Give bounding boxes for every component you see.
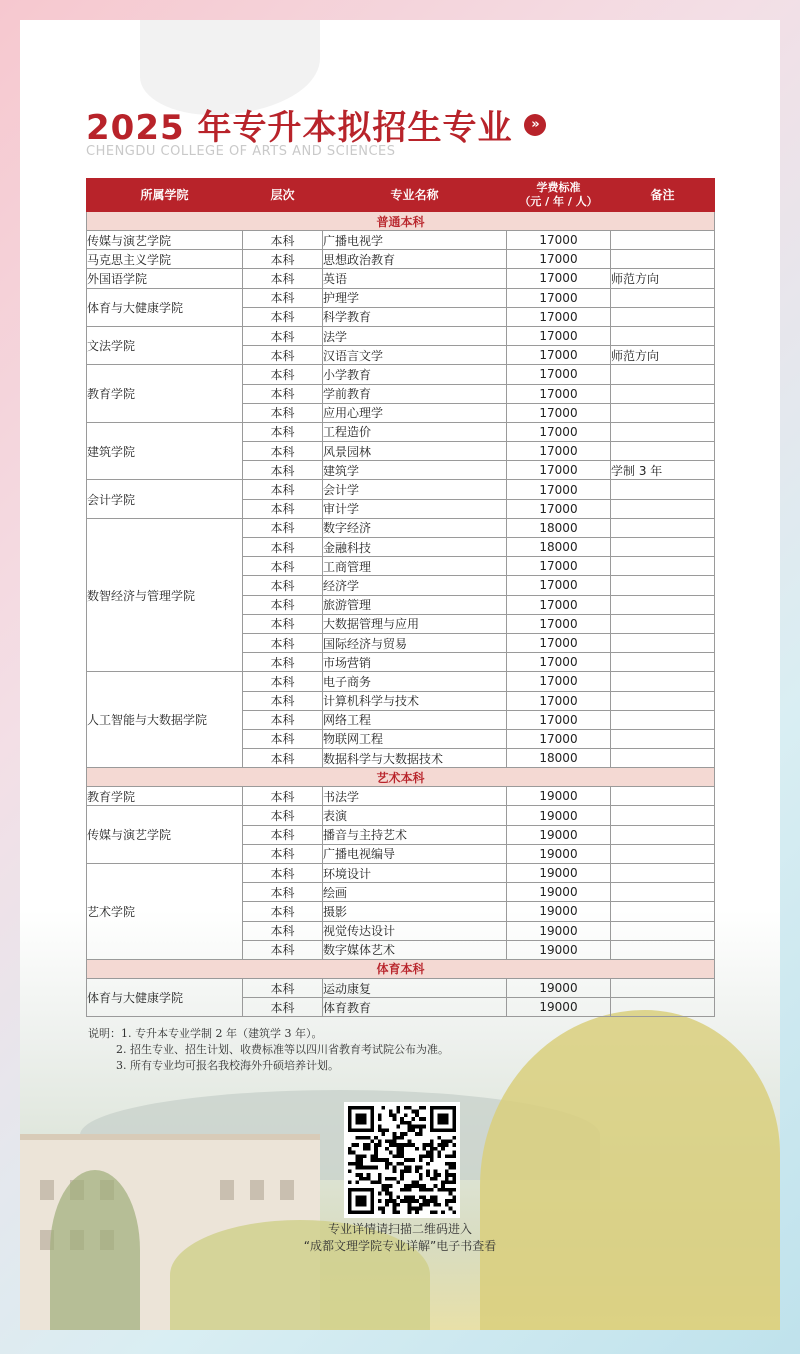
table-body [87,212,715,1017]
major-cell: 表演 [323,806,507,825]
major-cell: 物联网工程 [323,729,507,748]
college-cell: 传媒与演艺学院 [87,806,243,864]
section-row [87,959,715,978]
college-cell: 体育与大健康学院 [87,288,243,326]
table-row [87,269,715,288]
level-cell: 本科 [243,978,323,997]
note-item: 1. 专升本专业学制 2 年（建筑学 3 年）。 [121,1027,323,1040]
level-cell: 本科 [243,787,323,806]
major-cell: 工商管理 [323,557,507,576]
level-cell: 本科 [243,307,323,326]
fee-cell: 17000 [507,614,611,633]
note-cell [611,231,715,250]
table-row [87,422,715,441]
level-cell: 本科 [243,480,323,499]
level-cell: 本科 [243,250,323,269]
table-row [87,518,715,537]
table-row [87,365,715,384]
note-cell [611,710,715,729]
major-cell: 科学教育 [323,307,507,326]
college-cell: 会计学院 [87,480,243,518]
level-cell: 本科 [243,921,323,940]
level-cell: 本科 [243,653,323,672]
major-cell: 播音与主持艺术 [323,825,507,844]
note-cell [611,998,715,1017]
fee-cell: 17000 [507,557,611,576]
ginkgo-tree-shape [480,1010,780,1330]
note-line: 3. 所有专业均可报名我校海外升硕培养计划。 [116,1059,339,1072]
level-cell: 本科 [243,806,323,825]
fee-cell: 17000 [507,653,611,672]
major-cell: 会计学 [323,480,507,499]
table-row [87,288,715,307]
major-cell: 数据科学与大数据技术 [323,749,507,768]
level-cell: 本科 [243,595,323,614]
fee-cell: 19000 [507,921,611,940]
note-cell [611,729,715,748]
note-cell [611,365,715,384]
fee-cell: 17000 [507,691,611,710]
major-cell: 建筑学 [323,461,507,480]
level-cell: 本科 [243,691,323,710]
note-cell [611,595,715,614]
major-cell: 运动康复 [323,978,507,997]
fee-cell: 17000 [507,499,611,518]
major-cell: 体育教育 [323,998,507,1017]
major-cell: 护理学 [323,288,507,307]
major-cell: 视觉传达设计 [323,921,507,940]
major-cell: 网络工程 [323,710,507,729]
fee-cell: 17000 [507,403,611,422]
level-cell: 本科 [243,998,323,1017]
major-cell: 大数据管理与应用 [323,614,507,633]
note-cell [611,978,715,997]
title-row [86,100,546,149]
major-cell: 应用心理学 [323,403,507,422]
table-row [87,480,715,499]
fee-cell: 17000 [507,672,611,691]
level-cell: 本科 [243,403,323,422]
major-cell: 汉语言文学 [323,346,507,365]
qr-code-graphic [348,1106,456,1214]
fee-cell: 17000 [507,461,611,480]
level-cell: 本科 [243,614,323,633]
note-cell [611,940,715,959]
fee-cell: 17000 [507,480,611,499]
note-cell [611,825,715,844]
section-title: 体育本科 [87,959,715,978]
college-english-name: CHENGDU COLLEGE OF ARTS AND SCIENCES [86,144,396,159]
level-cell: 本科 [243,749,323,768]
fee-cell: 17000 [507,231,611,250]
major-cell: 绘画 [323,883,507,902]
major-cell: 广播电视学 [323,231,507,250]
level-cell: 本科 [243,672,323,691]
major-cell: 电子商务 [323,672,507,691]
level-cell: 本科 [243,825,323,844]
fee-cell: 17000 [507,576,611,595]
table-row [87,864,715,883]
table-row [87,806,715,825]
section-row [87,212,715,231]
level-cell: 本科 [243,844,323,863]
fee-cell: 17000 [507,250,611,269]
fee-cell: 18000 [507,749,611,768]
fee-cell: 19000 [507,787,611,806]
note-cell [611,326,715,345]
note-cell [611,538,715,557]
level-cell: 本科 [243,557,323,576]
majors-table [86,178,715,1017]
fee-cell: 17000 [507,442,611,461]
note-line [88,1026,449,1042]
table-row [87,326,715,345]
table-row [87,250,715,269]
college-cell: 人工智能与大数据学院 [87,672,243,768]
table-row [87,231,715,250]
note-cell [611,633,715,652]
table-row [87,672,715,691]
major-cell: 学前教育 [323,384,507,403]
level-cell: 本科 [243,461,323,480]
level-cell: 本科 [243,231,323,250]
fee-cell: 19000 [507,978,611,997]
note-line: 2. 招生专业、招生计划、收费标准等以四川省教育考试院公布为准。 [116,1043,449,1056]
note-cell [611,480,715,499]
level-cell: 本科 [243,365,323,384]
note-cell [611,518,715,537]
fee-cell: 19000 [507,806,611,825]
double-chevron-right-icon: » [524,114,546,136]
note-cell: 师范方向 [611,269,715,288]
note-cell [611,384,715,403]
notes-prefix: 说明： [88,1027,121,1040]
note-cell [611,749,715,768]
major-cell: 计算机科学与技术 [323,691,507,710]
major-cell: 审计学 [323,499,507,518]
section-title: 艺术本科 [87,768,715,787]
header-college: 所属学院 [87,179,243,212]
major-cell: 数字媒体艺术 [323,940,507,959]
level-cell: 本科 [243,729,323,748]
college-cell: 外国语学院 [87,269,243,288]
note-cell [611,691,715,710]
table-row [87,978,715,997]
major-cell: 旅游管理 [323,595,507,614]
section-title: 普通本科 [87,212,715,231]
college-cell: 文法学院 [87,326,243,364]
level-cell: 本科 [243,499,323,518]
fee-cell: 17000 [507,422,611,441]
level-cell: 本科 [243,384,323,403]
level-cell: 本科 [243,442,323,461]
major-cell: 经济学 [323,576,507,595]
note-cell [611,614,715,633]
fee-cell: 19000 [507,902,611,921]
poster-card [20,20,780,1330]
qr-code-icon[interactable] [344,1102,460,1218]
note-cell [611,307,715,326]
level-cell: 本科 [243,864,323,883]
college-cell: 体育与大健康学院 [87,978,243,1016]
fee-cell: 17000 [507,326,611,345]
fee-cell: 19000 [507,998,611,1017]
college-cell: 教育学院 [87,787,243,806]
major-cell: 书法学 [323,787,507,806]
level-cell: 本科 [243,633,323,652]
note-cell [611,864,715,883]
college-cell: 传媒与演艺学院 [87,231,243,250]
major-cell: 风景园林 [323,442,507,461]
header-level: 层次 [243,179,323,212]
major-cell: 数字经济 [323,518,507,537]
fee-cell: 19000 [507,825,611,844]
fee-cell: 17000 [507,307,611,326]
header-major: 专业名称 [323,179,507,212]
major-cell: 金融科技 [323,538,507,557]
fee-cell: 19000 [507,883,611,902]
note-cell [611,883,715,902]
note-cell [611,806,715,825]
major-cell: 环境设计 [323,864,507,883]
note-cell [611,672,715,691]
table-row [87,787,715,806]
level-cell: 本科 [243,883,323,902]
college-cell: 马克思主义学院 [87,250,243,269]
page-title: 2025 年专升本拟招生专业 [86,108,513,148]
major-cell: 思想政治教育 [323,250,507,269]
note-cell [611,250,715,269]
note-cell [611,403,715,422]
note-cell [611,787,715,806]
major-cell: 广播电视编导 [323,844,507,863]
level-cell: 本科 [243,902,323,921]
header-fee [507,179,611,212]
fee-cell: 17000 [507,633,611,652]
fee-cell: 17000 [507,346,611,365]
major-cell: 小学教育 [323,365,507,384]
college-cell: 艺术学院 [87,864,243,960]
fee-cell: 19000 [507,940,611,959]
fee-cell: 17000 [507,269,611,288]
note-cell [611,921,715,940]
fee-cell: 17000 [507,365,611,384]
level-cell: 本科 [243,538,323,557]
fee-cell: 17000 [507,595,611,614]
college-cell: 教育学院 [87,365,243,423]
note-cell [611,653,715,672]
level-cell: 本科 [243,576,323,595]
note-cell [611,288,715,307]
fee-cell: 18000 [507,538,611,557]
fee-cell: 17000 [507,729,611,748]
level-cell: 本科 [243,518,323,537]
table-header-row [87,179,715,212]
fee-cell: 18000 [507,518,611,537]
fee-cell: 19000 [507,864,611,883]
section-row [87,768,715,787]
note-cell: 师范方向 [611,346,715,365]
note-cell [611,844,715,863]
college-cell: 数智经济与管理学院 [87,518,243,672]
note-cell [611,422,715,441]
college-cell: 建筑学院 [87,422,243,480]
major-cell: 市场营销 [323,653,507,672]
header-fee-line2: （元 / 年 / 人） [519,195,598,208]
level-cell: 本科 [243,940,323,959]
level-cell: 本科 [243,346,323,365]
level-cell: 本科 [243,710,323,729]
fee-cell: 19000 [507,844,611,863]
fee-cell: 17000 [507,288,611,307]
major-cell: 法学 [323,326,507,345]
note-cell [611,499,715,518]
note-cell: 学制 3 年 [611,461,715,480]
note-cell [611,576,715,595]
qr-caption-line1: 专业详情请扫描二维码进入 [327,1222,472,1236]
notes-block [88,1026,449,1074]
level-cell: 本科 [243,288,323,307]
note-cell [611,442,715,461]
fee-cell: 17000 [507,710,611,729]
major-cell: 国际经济与贸易 [323,633,507,652]
major-cell: 工程造价 [323,422,507,441]
major-cell: 英语 [323,269,507,288]
note-cell [611,902,715,921]
header-fee-line1: 学费标准 [536,181,581,194]
level-cell: 本科 [243,326,323,345]
header-note: 备注 [611,179,715,212]
major-cell: 摄影 [323,902,507,921]
note-cell [611,557,715,576]
fee-cell: 17000 [507,384,611,403]
level-cell: 本科 [243,269,323,288]
level-cell: 本科 [243,422,323,441]
qr-caption-line2: “成都文理学院专业详解”电子书查看 [303,1239,497,1253]
